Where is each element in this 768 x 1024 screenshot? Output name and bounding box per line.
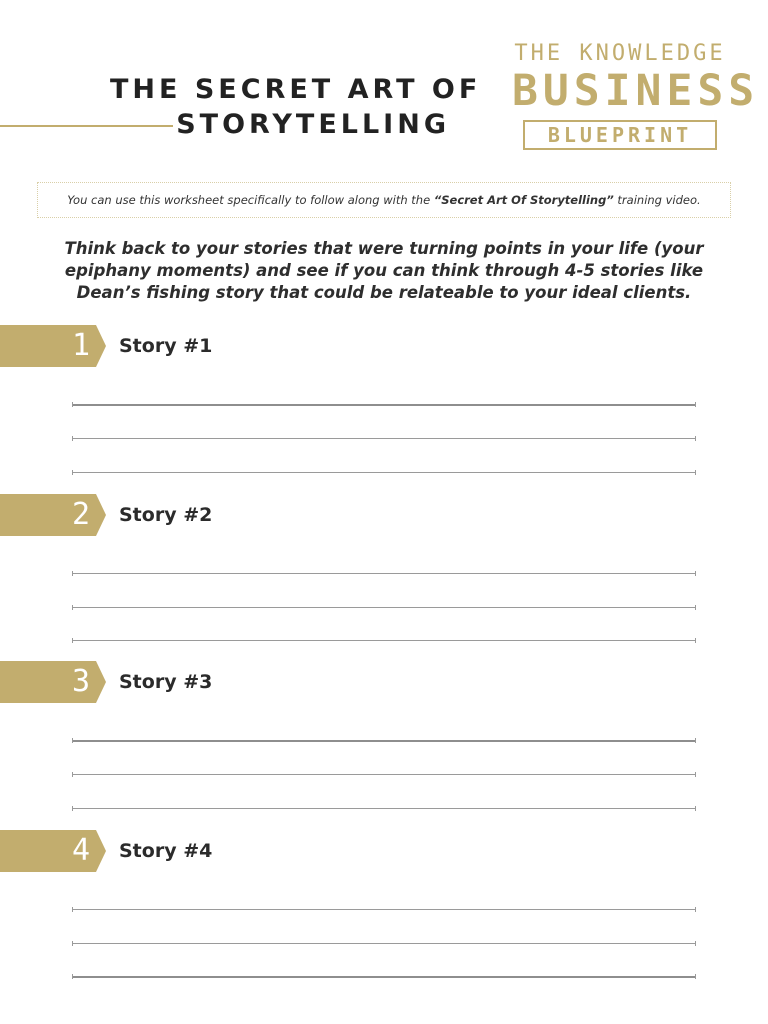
writing-line[interactable] [72, 943, 696, 944]
intro-prompt: Think back to your stories that were turning points in your life (your epiphany moments) and see if you can think through 4-5 stories like Dean’s fishing story that could be relateable to your ideal clients. [64, 239, 704, 302]
note-emphasis: “Secret Art Of Storytelling” [433, 193, 614, 207]
writing-line[interactable] [72, 774, 696, 775]
writing-line[interactable] [72, 573, 696, 574]
writing-line[interactable] [72, 740, 696, 742]
note-text-before: You can use this worksheet specifically to follow along with the [67, 193, 434, 207]
story-number: 3 [71, 664, 91, 699]
writing-line[interactable] [72, 607, 696, 608]
instruction-note [37, 182, 731, 218]
writing-line[interactable] [72, 976, 696, 978]
writing-line[interactable] [72, 404, 696, 406]
writing-line[interactable] [72, 909, 696, 910]
story-label: Story #3 [119, 671, 213, 693]
worksheet-title-line-1: THE SECRET ART OF [110, 74, 482, 105]
logo-boxed-text: BLUEPRINT [523, 120, 717, 150]
brand-logo [512, 40, 760, 150]
title-accent-rule [0, 125, 173, 127]
story-label: Story #4 [119, 840, 213, 862]
writing-line[interactable] [72, 808, 696, 809]
story-label: Story #2 [119, 504, 213, 526]
story-number: 1 [71, 328, 91, 363]
logo-main-text: BUSINESS [512, 66, 760, 116]
note-text-after: training video. [613, 193, 701, 207]
story-label: Story #1 [119, 335, 213, 357]
story-number: 4 [71, 833, 91, 868]
writing-line[interactable] [72, 472, 696, 473]
logo-top-text: THE KNOWLEDGE [514, 41, 726, 66]
writing-line[interactable] [72, 640, 696, 641]
story-number: 2 [71, 497, 91, 532]
worksheet-title-line-2: STORYTELLING [176, 109, 450, 140]
writing-line[interactable] [72, 438, 696, 439]
